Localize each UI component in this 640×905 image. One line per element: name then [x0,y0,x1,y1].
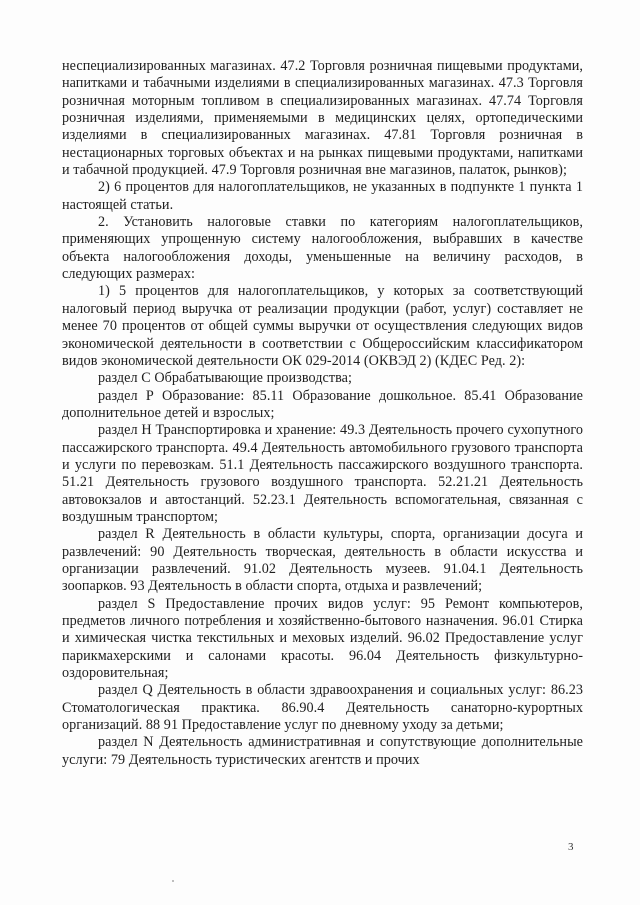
scan-speck [172,880,174,882]
document-body [62,58,583,769]
paragraph-section-n: раздел N Деятельность административная и сопутствующие дополнительные услуги: 79 Деятельность туристических агентств и прочих [62,734,583,768]
paragraph-section-p: раздел Р Образование: 85.11 Образование дошкольное. 85.41 Образование дополнительное детей и взрослых; [62,387,583,421]
paragraph-section-s: раздел S Предоставление прочих видов услуг: 95 Ремонт компьютеров, предметов личного потребления и хозяйственно-бытового назначения. 96.01 Стирка и химическая чистка текстильных и меховых изделий. 96.02 Предоставление услуг парикмахерскими и салонами красоты. 96.04 Деятельность физкультурно-оздоровительная; [62,595,583,682]
paragraph-section-r: раздел R Деятельность в области культуры, спорта, организации досуга и развлечений: 90 Деятельность творческая, деятельность в области искусства и организации развлечений. 91.02 Деятельность музеев. 91.04.1 Деятельность зоопарков. 93 Деятельность в области спорта, отдыха и развлечений; [62,526,583,595]
paragraph-section-h: раздел Н Транспортировка и хранение: 49.3 Деятельность прочего сухопутного пассажирского транспорта. 49.4 Деятельность автомобильного грузового транспорта и услуги по перевозкам. 51.1 Деятельность пассажирского воздушного транспорта. 51.21 Деятельность грузового воздушного транспорта. 52.21.21 Деятельность автовокзалов и автостанций. 52.23.1 Деятельность вспомогательная, связанная с воздушным транспортом; [62,422,583,525]
paragraph-six-percent-rate: 2) 6 процентов для налогоплательщиков, не указанных в подпункте 1 пункта 1 настоящей статьи. [62,179,583,213]
page-number: 3 [568,841,574,853]
paragraph-item-2-tax-rates: 2. Установить налоговые ставки по категориям налогоплательщиков, применяющих упрощенную систему налогообложения, выбравших в качестве объекта налогообложения доходы, уменьшенные на величину расходов, в следующих размерах: [62,214,583,283]
paragraph-section-q: раздел Q Деятельность в области здравоохранения и социальных услуг: 86.23 Стоматологическая практика. 86.90.4 Деятельность санаторно-курортных организаций. 88 91 Предоставление услуг по дневному уходу за детьми; [62,682,583,734]
paragraph-continuation-retail-codes: неспециализированных магазинах. 47.2 Торговля розничная пищевыми продуктами, напитками и табачными изделиями в специализированных магазинах. 47.3 Торговля розничная моторным топливом в специализированных магазинах. 47.74 Торговля розничная изделиями, применяемыми в медицинских целях, ортопедическими изделиями в специализированных магазинах. 47.81 Торговля розничная в нестационарных торговых объектах и на рынках пищевыми продуктами, напитками и табачной продукцией. 47.9 Торговля розничная вне магазинов, палаток, рынков); [62,58,583,179]
paragraph-section-c: раздел С Обрабатывающие производства; [98,370,352,387]
paragraph-five-percent-rate: 1) 5 процентов для налогоплательщиков, у которых за соответствующий налоговый период выручка от реализации продукции (работ, услуг) составляет не менее 70 процентов от общей суммы выручки от осуществления следующих видов экономической деятельности в соответствии с Общероссийским классификатором видов экономической деятельности ОК 029-2014 (ОКВЭД 2) (КДЕС Ред. 2): [62,283,583,369]
